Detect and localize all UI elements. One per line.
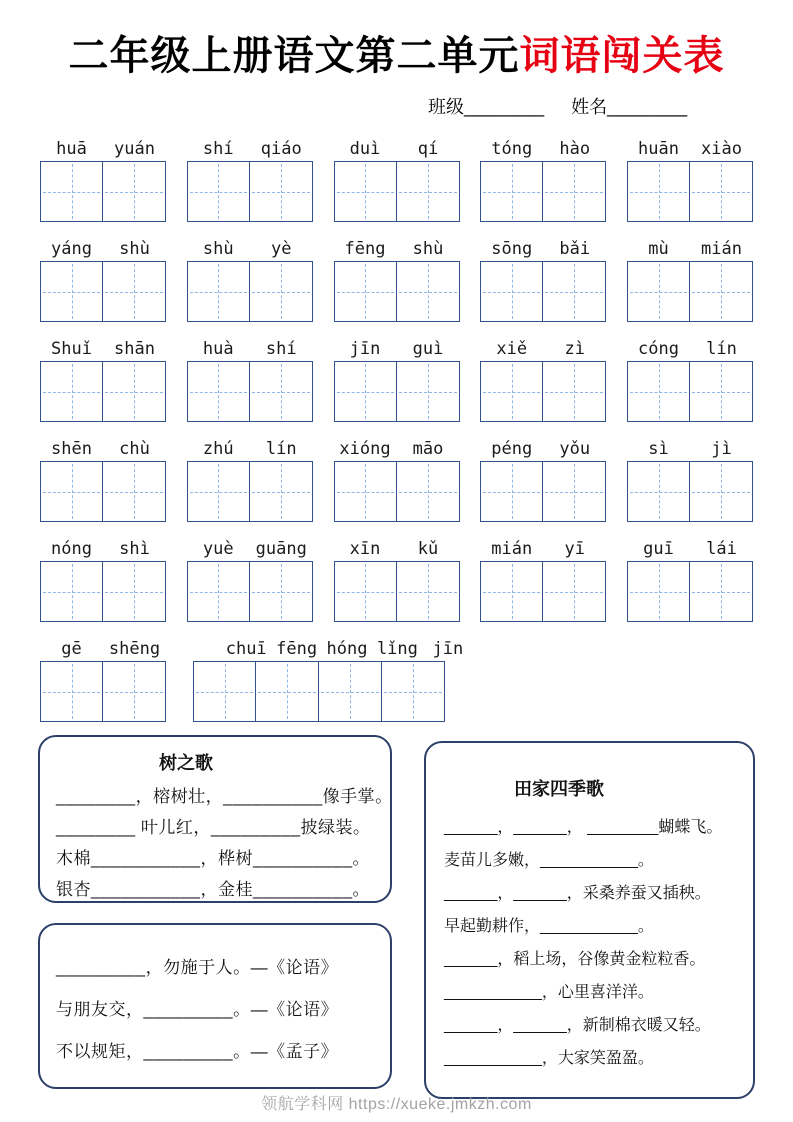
word-group (40, 535, 166, 622)
pinyin-syllable: xīn (349, 539, 381, 559)
tree-song-line: 木棉___________，桦树__________。 (56, 849, 371, 868)
word-group (480, 135, 606, 222)
pinyin-label (480, 435, 606, 459)
pinyin-label (187, 435, 313, 459)
writing-grid (627, 261, 753, 322)
pinyin-syllable: sì (648, 439, 669, 459)
word-group (187, 435, 313, 522)
writing-grid (480, 361, 606, 422)
pinyin-syllable: qí (417, 139, 439, 159)
page-title (0, 0, 793, 81)
writing-grid (334, 461, 460, 522)
pinyin-syllable: fēng (276, 639, 318, 659)
pinyin-label (40, 335, 166, 359)
writing-grid (187, 561, 313, 622)
pinyin-syllable: zì (564, 339, 585, 359)
pinyin-syllable: mián (701, 239, 742, 259)
pinyin-syllable: jīn (432, 639, 464, 659)
writing-grid (480, 561, 606, 622)
pinyin-syllable: lín (265, 439, 297, 459)
class-field[interactable]: 班级________ (428, 97, 545, 117)
pinyin-row (40, 635, 753, 722)
pinyin-label (627, 135, 753, 159)
pinyin-syllable: hóng (326, 639, 368, 659)
pinyin-syllable: huān (638, 139, 679, 159)
pinyin-label (627, 435, 753, 459)
four-seasons-box (424, 741, 755, 1099)
writing-grid (40, 461, 166, 522)
pinyin-label (334, 435, 460, 459)
pinyin-label (187, 335, 313, 359)
pinyin-label (480, 535, 606, 559)
pinyin-syllable: jīn (349, 339, 381, 359)
pinyin-row (40, 135, 753, 222)
tianzige-cell[interactable] (480, 461, 543, 522)
pinyin-syllable: guāng (255, 539, 307, 559)
pinyin-syllable: lǐng (376, 639, 418, 659)
tianzige-cell[interactable] (543, 261, 606, 322)
tianzige-cell[interactable] (103, 361, 166, 422)
tianzige-cell[interactable] (480, 261, 543, 322)
pinyin-syllable: shù (202, 239, 234, 259)
tianzige-cell[interactable] (480, 561, 543, 622)
pinyin-label (40, 235, 166, 259)
tianzige-cell[interactable] (256, 661, 319, 722)
writing-grid (480, 161, 606, 222)
pinyin-syllable: māo (412, 439, 444, 459)
pinyin-syllable: chuī (225, 639, 267, 659)
word-group (334, 535, 460, 622)
pinyin-label (187, 235, 313, 259)
word-group (40, 235, 166, 322)
tianzige-cell[interactable] (627, 261, 690, 322)
pinyin-label (627, 235, 753, 259)
tianzige-cell[interactable] (627, 161, 690, 222)
writing-grid (334, 561, 460, 622)
tree-song-line: 银杏___________，金桂__________。 (56, 880, 371, 899)
tianzige-cell[interactable] (103, 161, 166, 222)
tianzige-cell[interactable] (690, 161, 753, 222)
pinyin-label (40, 635, 166, 659)
pinyin-syllable: shù (412, 239, 444, 259)
pinyin-label (187, 135, 313, 159)
writing-grid (40, 561, 166, 622)
tianzige-cell[interactable] (103, 561, 166, 622)
four-seasons-line: ______，______，采桑养蚕又插秧。 (444, 885, 711, 902)
four-seasons-line: ___________，大家笑盈盈。 (444, 1050, 654, 1067)
pinyin-syllable: shí (265, 339, 297, 359)
word-group (193, 635, 464, 722)
exercise-boxes (38, 735, 755, 1099)
word-group (40, 435, 166, 522)
four-seasons-line: ______，______， ________蝴蝶飞。 (444, 819, 723, 836)
tianzige-cell[interactable] (250, 561, 313, 622)
tianzige-cell[interactable] (103, 261, 166, 322)
pinyin-syllable: bǎi (559, 239, 591, 259)
pinyin-syllable: lín (706, 339, 737, 359)
pinyin-row (40, 235, 753, 322)
word-group (40, 135, 166, 222)
tianzige-cell[interactable] (627, 461, 690, 522)
tianzige-cell[interactable] (187, 161, 250, 222)
word-group (40, 335, 166, 422)
tianzige-cell[interactable] (690, 361, 753, 422)
four-seasons-title: 田家四季歌 (514, 779, 604, 799)
four-seasons-line: 麦苗儿多嫩，___________。 (444, 852, 654, 869)
tianzige-cell[interactable] (250, 361, 313, 422)
pinyin-label (480, 335, 606, 359)
quotes-box (38, 923, 392, 1089)
word-group (480, 435, 606, 522)
writing-grid (334, 361, 460, 422)
tianzige-cell[interactable] (690, 261, 753, 322)
pinyin-syllable: tóng (491, 139, 533, 159)
tianzige-cell[interactable] (250, 261, 313, 322)
pinyin-label (40, 535, 166, 559)
tianzige-cell[interactable] (187, 561, 250, 622)
pinyin-label (40, 435, 166, 459)
tianzige-cell[interactable] (40, 461, 103, 522)
pinyin-syllable: jì (711, 439, 732, 459)
pinyin-row (40, 535, 753, 622)
tianzige-cell[interactable] (397, 261, 460, 322)
word-group (627, 135, 753, 222)
writing-grid (187, 261, 313, 322)
tree-song-line: ________ 叶儿红，_________披绿装。 (56, 818, 371, 837)
header-fields (0, 93, 793, 119)
word-group (627, 335, 753, 422)
tree-song-title: 树之歌 (159, 753, 213, 773)
pinyin-syllable: lái (706, 539, 737, 559)
pinyin-syllable: zhú (202, 439, 234, 459)
tianzige-cell[interactable] (480, 161, 543, 222)
writing-grid (480, 461, 606, 522)
writing-grid (627, 461, 753, 522)
word-group (480, 335, 606, 422)
tianzige-cell[interactable] (40, 261, 103, 322)
tianzige-cell[interactable] (187, 461, 250, 522)
word-group (187, 335, 313, 422)
pinyin-row (40, 335, 753, 422)
writing-grid (193, 661, 445, 722)
writing-grid (40, 661, 166, 722)
pinyin-label (627, 535, 753, 559)
tianzige-cell[interactable] (187, 261, 250, 322)
tianzige-cell[interactable] (543, 561, 606, 622)
writing-grid (627, 361, 753, 422)
writing-grid (187, 461, 313, 522)
pinyin-syllable: shān (114, 339, 155, 359)
tianzige-cell[interactable] (690, 461, 753, 522)
pinyin-syllable: qiáo (260, 139, 302, 159)
tree-song-box (38, 735, 392, 903)
tianzige-cell[interactable] (40, 561, 103, 622)
pinyin-syllable: mián (491, 539, 533, 559)
name-field[interactable]: 姓名________ (571, 97, 688, 117)
pinyin-syllable: shí (202, 139, 234, 159)
four-seasons-line: ___________，心里喜洋洋。 (444, 984, 654, 1001)
pinyin-syllable: shēn (51, 439, 92, 459)
pinyin-syllable: xiě (496, 339, 528, 359)
tianzige-cell[interactable] (103, 461, 166, 522)
tianzige-cell[interactable] (40, 361, 103, 422)
pinyin-syllable: xióng (339, 439, 391, 459)
pinyin-label (187, 535, 313, 559)
word-group (187, 535, 313, 622)
pinyin-syllable: shēng (108, 639, 161, 659)
pinyin-label (221, 635, 473, 659)
pinyin-label (334, 135, 460, 159)
tianzige-cell[interactable] (334, 161, 397, 222)
tianzige-cell[interactable] (690, 561, 753, 622)
pinyin-syllable: fēng (344, 239, 386, 259)
writing-grid (334, 261, 460, 322)
quote-line: 与朋友交，_________。—《论语》 (56, 1000, 339, 1019)
pinyin-syllable: hào (559, 139, 591, 159)
tianzige-cell[interactable] (334, 561, 397, 622)
word-group (627, 435, 753, 522)
quote-line: 不以规矩，_________。—《孟子》 (56, 1042, 339, 1061)
four-seasons-line: 早起勤耕作，___________。 (444, 918, 654, 935)
pinyin-label (627, 335, 753, 359)
tianzige-cell[interactable] (334, 261, 397, 322)
pinyin-syllable: xiào (701, 139, 742, 159)
word-group (480, 235, 606, 322)
pinyin-syllable: shì (119, 539, 150, 559)
pinyin-label (40, 135, 166, 159)
word-group (334, 235, 460, 322)
word-group (627, 235, 753, 322)
word-group (40, 635, 166, 722)
word-group (334, 335, 460, 422)
tianzige-cell[interactable] (397, 161, 460, 222)
writing-grid (480, 261, 606, 322)
word-group (334, 135, 460, 222)
title-black: 二年级上册语文第二单元 (68, 33, 520, 78)
writing-grid (40, 261, 166, 322)
tianzige-cell[interactable] (40, 161, 103, 222)
writing-grid (627, 161, 753, 222)
pinyin-row (40, 435, 753, 522)
tianzige-cell[interactable] (103, 661, 166, 722)
pinyin-syllable: péng (491, 439, 533, 459)
writing-grid (40, 161, 166, 222)
tianzige-cell[interactable] (543, 461, 606, 522)
pinyin-syllable: yuán (114, 139, 155, 159)
pinyin-syllable: sōng (491, 239, 533, 259)
pinyin-syllable: yáng (51, 239, 92, 259)
tianzige-cell[interactable] (397, 561, 460, 622)
pinyin-syllable: nóng (51, 539, 92, 559)
right-column (424, 735, 755, 1099)
writing-grid (187, 361, 313, 422)
tianzige-cell[interactable] (319, 661, 382, 722)
word-group (627, 535, 753, 622)
tianzige-cell[interactable] (397, 461, 460, 522)
pinyin-grid-section (40, 135, 753, 722)
writing-grid (187, 161, 313, 222)
pinyin-syllable: shù (119, 239, 150, 259)
writing-grid (627, 561, 753, 622)
word-group (480, 535, 606, 622)
tianzige-cell[interactable] (382, 661, 445, 722)
pinyin-syllable: cóng (638, 339, 679, 359)
tianzige-cell[interactable] (250, 161, 313, 222)
pinyin-syllable: huā (56, 139, 87, 159)
writing-grid (40, 361, 166, 422)
pinyin-syllable: gē (61, 639, 82, 659)
pinyin-syllable: yè (271, 239, 292, 259)
writing-grid (334, 161, 460, 222)
pinyin-syllable: kǔ (417, 539, 439, 559)
watermark: 领航学科网 https://xueke.jmkzh.com (261, 1096, 532, 1113)
left-column (38, 735, 392, 1099)
four-seasons-line: ______，稻上场，谷像黄金粒粒香。 (444, 951, 706, 968)
tianzige-cell[interactable] (480, 361, 543, 422)
tianzige-cell[interactable] (543, 361, 606, 422)
word-group (334, 435, 460, 522)
tianzige-cell[interactable] (187, 361, 250, 422)
pinyin-label (480, 235, 606, 259)
pinyin-syllable: duì (349, 139, 381, 159)
pinyin-label (334, 335, 460, 359)
pinyin-syllable: chù (119, 439, 150, 459)
four-seasons-line: ______，______，新制棉衣暖又轻。 (444, 1017, 711, 1034)
pinyin-syllable: guì (412, 339, 444, 359)
tianzige-cell[interactable] (397, 361, 460, 422)
title-red: 词语闯关表 (519, 33, 725, 78)
pinyin-syllable: Shuǐ (51, 339, 92, 359)
pinyin-syllable: guī (643, 539, 674, 559)
pinyin-syllable: yī (564, 539, 585, 559)
pinyin-syllable: huà (202, 339, 234, 359)
quote-line: _________，勿施于人。—《论语》 (56, 958, 339, 977)
tianzige-cell[interactable] (627, 361, 690, 422)
pinyin-syllable: yǒu (559, 439, 591, 459)
tree-song-line: ________，榕树壮，__________像手掌。 (56, 787, 393, 806)
pinyin-label (334, 235, 460, 259)
word-group (187, 135, 313, 222)
tianzige-cell[interactable] (627, 561, 690, 622)
word-group (187, 235, 313, 322)
pinyin-label (480, 135, 606, 159)
tianzige-cell[interactable] (193, 661, 256, 722)
tianzige-cell[interactable] (334, 361, 397, 422)
tianzige-cell[interactable] (40, 661, 103, 722)
tianzige-cell[interactable] (543, 161, 606, 222)
tianzige-cell[interactable] (250, 461, 313, 522)
pinyin-syllable: yuè (202, 539, 234, 559)
pinyin-syllable: mù (648, 239, 669, 259)
pinyin-label (334, 535, 460, 559)
tianzige-cell[interactable] (334, 461, 397, 522)
